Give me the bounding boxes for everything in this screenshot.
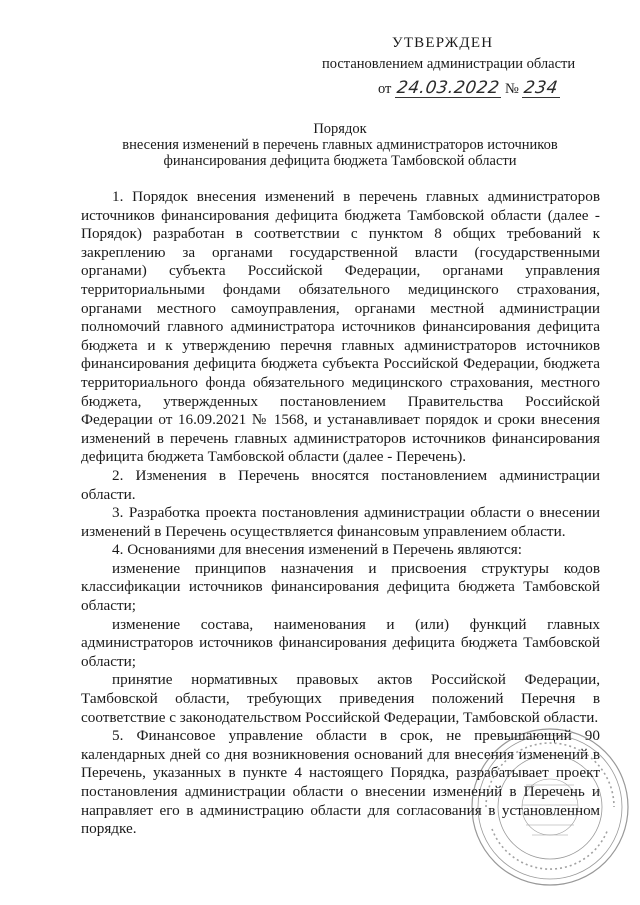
paragraph-4-item-1: изменение принципов назначения и присвоения структуры кодов классификации источников финансирования дефицита бюджета Тамбовской области; bbox=[81, 559, 600, 615]
approval-date-underline bbox=[395, 78, 501, 98]
paragraph-4-item-2: изменение состава, наименования и (или) функций главных администраторов источников финансирования дефицита бюджета Тамбовской области; bbox=[81, 615, 600, 670]
paragraph-4: 4. Основаниями для внесения изменений в Перечень являются: bbox=[112, 541, 522, 559]
approval-issuer: постановлением администрации области bbox=[322, 56, 576, 72]
approval-number-sign: № bbox=[505, 81, 519, 97]
approval-prefix: от bbox=[378, 81, 392, 97]
approval-number-underline bbox=[522, 78, 560, 98]
paragraph-2: 2. Изменения в Перечень вносятся постановлением администрации области. bbox=[81, 466, 600, 503]
paragraph-4-item-3: принятие нормативных правовых актов Российской Федерации, Тамбовской области, требующих приведения положений Перечня в соответствие с законодательством Российской Федерации, Тамбовской области. bbox=[81, 671, 600, 726]
document-title: Порядок bbox=[313, 121, 367, 137]
official-seal-stamp bbox=[468, 725, 633, 890]
paragraph-3: 3. Разработка проекта постановления администрации области о внесении изменений в Перечень осуществляется финансовым управлением области. bbox=[81, 504, 600, 540]
approval-date: 24.03.2022 bbox=[395, 78, 501, 98]
document-subtitle-line2: финансирования дефицита бюджета Тамбовской области bbox=[163, 153, 517, 169]
approval-date-line bbox=[378, 78, 560, 98]
document-subtitle-line1: внесения изменений в перечень главных администраторов источников bbox=[122, 137, 558, 153]
paragraph-1: 1. Порядок внесения изменений в перечень главных администраторов источников финансирования дефицита бюджета Тамбовской области (далее - Порядок) разработан в соответствии с пунктом 8 общих требований к закреплению за органами государственной власти (государственными органами) субъекта Российской Федерации, органами управления территориальными фондами обязательного медицинского страхования, органами местного самоуправления, органами местной администрации полномочий главного администратора источников финансирования дефицита бюджета и к утверждению перечня главных администраторов источников финансирования дефицита бюджета субъекта Российской Федерации, бюджета территориального фонда обязательного медицинского страхования, местного бюджета, утвержденных постановлением Правительства Российской Федерации от 16.09.2021 № 1568, и устанавливает порядок и сроки внесения изменений в перечень главных администраторов источников финансирования дефицита бюджета Тамбовской области (далее - Перечень). bbox=[81, 188, 600, 466]
approval-heading: УТВЕРЖДЕН bbox=[392, 35, 494, 51]
approval-number: 234 bbox=[523, 78, 560, 98]
paragraph-5: 5. Финансовое управление области в срок, не превышающий 90 календарных дней со дня возникновения оснований для внесения изменений в Перечень, указанных в пункте 4 настоящего Порядка, разрабатывает проект постановления администрации области о внесении изменений в Перечень и направляет его в администрацию области для согласования в установленном порядке. bbox=[81, 727, 600, 838]
